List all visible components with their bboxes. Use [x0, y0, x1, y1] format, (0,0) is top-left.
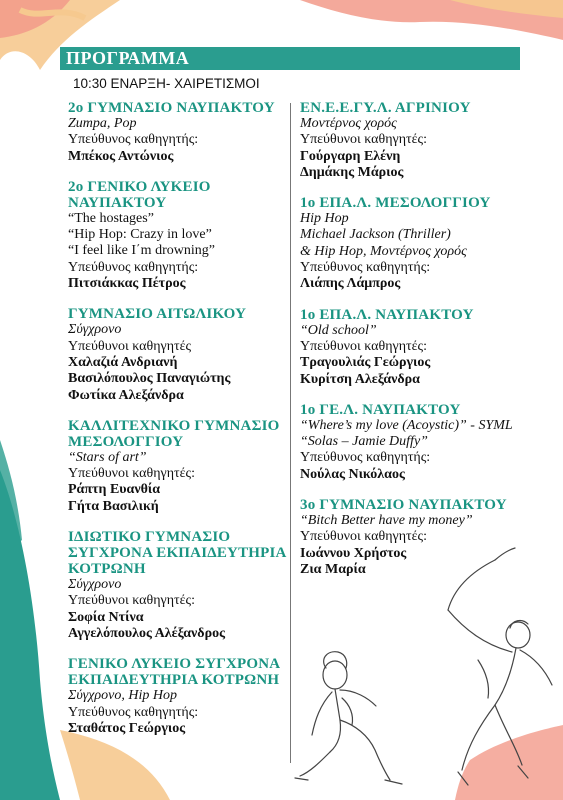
school-block: [68, 179, 290, 292]
program-title: ΠΡΟΓΡΑΜΜΑ: [66, 48, 190, 68]
school-name: 2ο ΓΥΜΝΑΣΙΟ ΝΑΥΠΑΚΤΟΥ: [68, 100, 275, 116]
school-name: ΕΝ.Ε.Ε.ΓΥ.Λ. ΑΓΡΙΝΙΟΥ: [300, 100, 471, 116]
performance-title: Μοντέρνος χορός: [300, 116, 397, 131]
teacher-label: “I feel like I΄m drowning”: [68, 243, 215, 259]
opening-time-line: 10:30 ΕΝΑΡΞΗ- ΧΑΙΡΕΤΙΣΜΟΙ: [73, 76, 260, 91]
school-name: 1ο ΕΠΑ.Λ. ΜΕΣΟΛΟΓΓΙΟΥ: [300, 195, 491, 212]
school-block: [68, 418, 290, 515]
teacher-name: Ιωάννου Χρήστος: [300, 545, 407, 561]
teacher-label: Υπεύθυνος καθηγητής:: [300, 450, 431, 466]
school-block: [68, 100, 290, 165]
school-name: 3ο ΓΥΜΝΑΣΙΟ ΝΑΥΠΑΚΤΟΥ: [300, 497, 507, 514]
program-title-bar: [60, 47, 520, 70]
teacher-label: Υπεύθυνος καθηγητής:: [300, 260, 431, 276]
school-name: 1ο ΓΕ.Λ. ΝΑΥΠΑΚΤΟΥ: [300, 401, 461, 418]
performance-title: Zumpa, Pop: [68, 116, 137, 131]
school-block: [68, 306, 290, 403]
teacher-name: Νούλας Νικόλαος: [300, 466, 405, 482]
teacher-label: Υπεύθυνοι καθηγητές: [68, 338, 192, 354]
school-name: 1ο ΕΠΑ.Λ. ΝΑΥΠΑΚΤΟΥ: [300, 306, 474, 323]
performance-title: “Where’s my love (Acoystic)” - SYML: [300, 417, 513, 433]
school-block: [300, 497, 540, 578]
performance-title: Σύγχρονο, Hip Hop: [68, 688, 177, 704]
school-name: 2ο ΓΕΝΙΚΟ ΛΥΚΕΙΟ ΝΑΥΠΑΚΤΟΥ: [68, 178, 211, 211]
teacher-label: Υπεύθυνοι καθηγητές:: [68, 593, 195, 609]
teacher-label: Υπεύθυνος καθηγητής:: [68, 259, 199, 275]
school-block: [68, 529, 290, 642]
school-name: ΚΑΛΛΙΤΕΧΝΙΚΟ ΓΥΜΝΑΣΙΟ ΜΕΣΟΛΟΓΓΙΟΥ: [68, 417, 280, 450]
teacher-name: Ζια Μαρία: [300, 561, 366, 577]
teacher-name: Γήτα Βασιλική: [68, 498, 159, 514]
teacher-name: Χαλαζιά Ανδριανή: [68, 354, 178, 370]
school-name: ΓΕΝΙΚΟ ΛΥΚΕΙΟ ΣΥΓΧΡΟΝΑ ΕΚΠΑΙΔΕΥΤΗΡΙΑ ΚΟΤΡΩΝΗ: [68, 656, 280, 689]
teacher-name: Φωτίκα Αλεξάνδρα: [68, 387, 184, 403]
teacher-label: Υπεύθυνοι καθηγητές:: [300, 529, 427, 545]
teacher-label: Υπεύθυνοι καθηγητές:: [300, 338, 427, 354]
teacher-label: Υπεύθυνοι καθηγητές:: [68, 466, 195, 482]
teacher-name: Δημάκης Μάριος: [300, 164, 404, 180]
performance-title: Hip Hop: [300, 211, 349, 227]
teacher-label: Υπεύθυνοι καθηγητές:: [300, 132, 427, 148]
performance-title: Michael Jackson (Thriller): [300, 227, 451, 243]
performance-title: “Bitch Better have my money”: [300, 513, 473, 529]
right-column: [300, 100, 540, 592]
teacher-label: Υπεύθυνος καθηγητής:: [68, 132, 199, 148]
school-name: ΙΔΙΩΤΙΚΟ ΓΥΜΝΑΣΙΟ ΣΥΓΧΡΟΝΑ ΕΚΠΑΙΔΕΥΤΗΡΙΑ ΚΟΤΡΩΝΗ: [68, 529, 286, 578]
teacher-name: Τραγουλιάς Γεώργιος: [300, 355, 431, 371]
performance-title: “Solas – Jamie Duffy”: [300, 434, 428, 450]
teacher-label: Υπεύθυνος καθηγητής:: [68, 704, 199, 720]
school-block: [300, 100, 540, 181]
performance-title: & Hip Hop, Μοντέρνος χορός: [300, 243, 467, 259]
performance-title: “Stars of art”: [68, 449, 147, 465]
school-block: [300, 307, 540, 388]
teacher-name: Βασιλόπουλος Παναγιώτης: [68, 371, 231, 387]
teacher-name: Σοφία Ντίνα: [68, 609, 144, 625]
school-block: [300, 402, 540, 483]
school-block: [300, 195, 540, 292]
teacher-name: Σταθάτος Γεώργιος: [68, 720, 186, 736]
left-column: [68, 100, 290, 751]
teacher-name: Κυρίτση Αλεξάνδρα: [300, 371, 420, 387]
performance-title: “Old school”: [300, 322, 377, 338]
teacher-name: Ράπτη Ευανθία: [68, 482, 161, 498]
performance-title: Σύγχρονο: [68, 322, 122, 338]
teacher-label: “Hip Hop: Crazy in love”: [68, 227, 212, 243]
school-name: ΓΥΜΝΑΣΙΟ ΑΙΤΩΛΙΚΟΥ: [68, 306, 247, 323]
teacher-name: Αγγελόπουλος Αλέξανδρος: [68, 625, 225, 641]
column-separator: [290, 103, 291, 763]
teacher-name: Μπέκος Αντώνιος: [68, 148, 174, 164]
teacher-name: Πιτσιάκκας Πέτρος: [68, 276, 186, 292]
performance-title: Σύγχρονο: [68, 577, 122, 593]
teacher-label: “The hostages”: [68, 210, 154, 226]
teacher-name: Λιάπης Λάμπρος: [300, 276, 401, 292]
school-block: [68, 656, 290, 737]
teacher-name: Γούργαρη Ελένη: [300, 148, 401, 164]
